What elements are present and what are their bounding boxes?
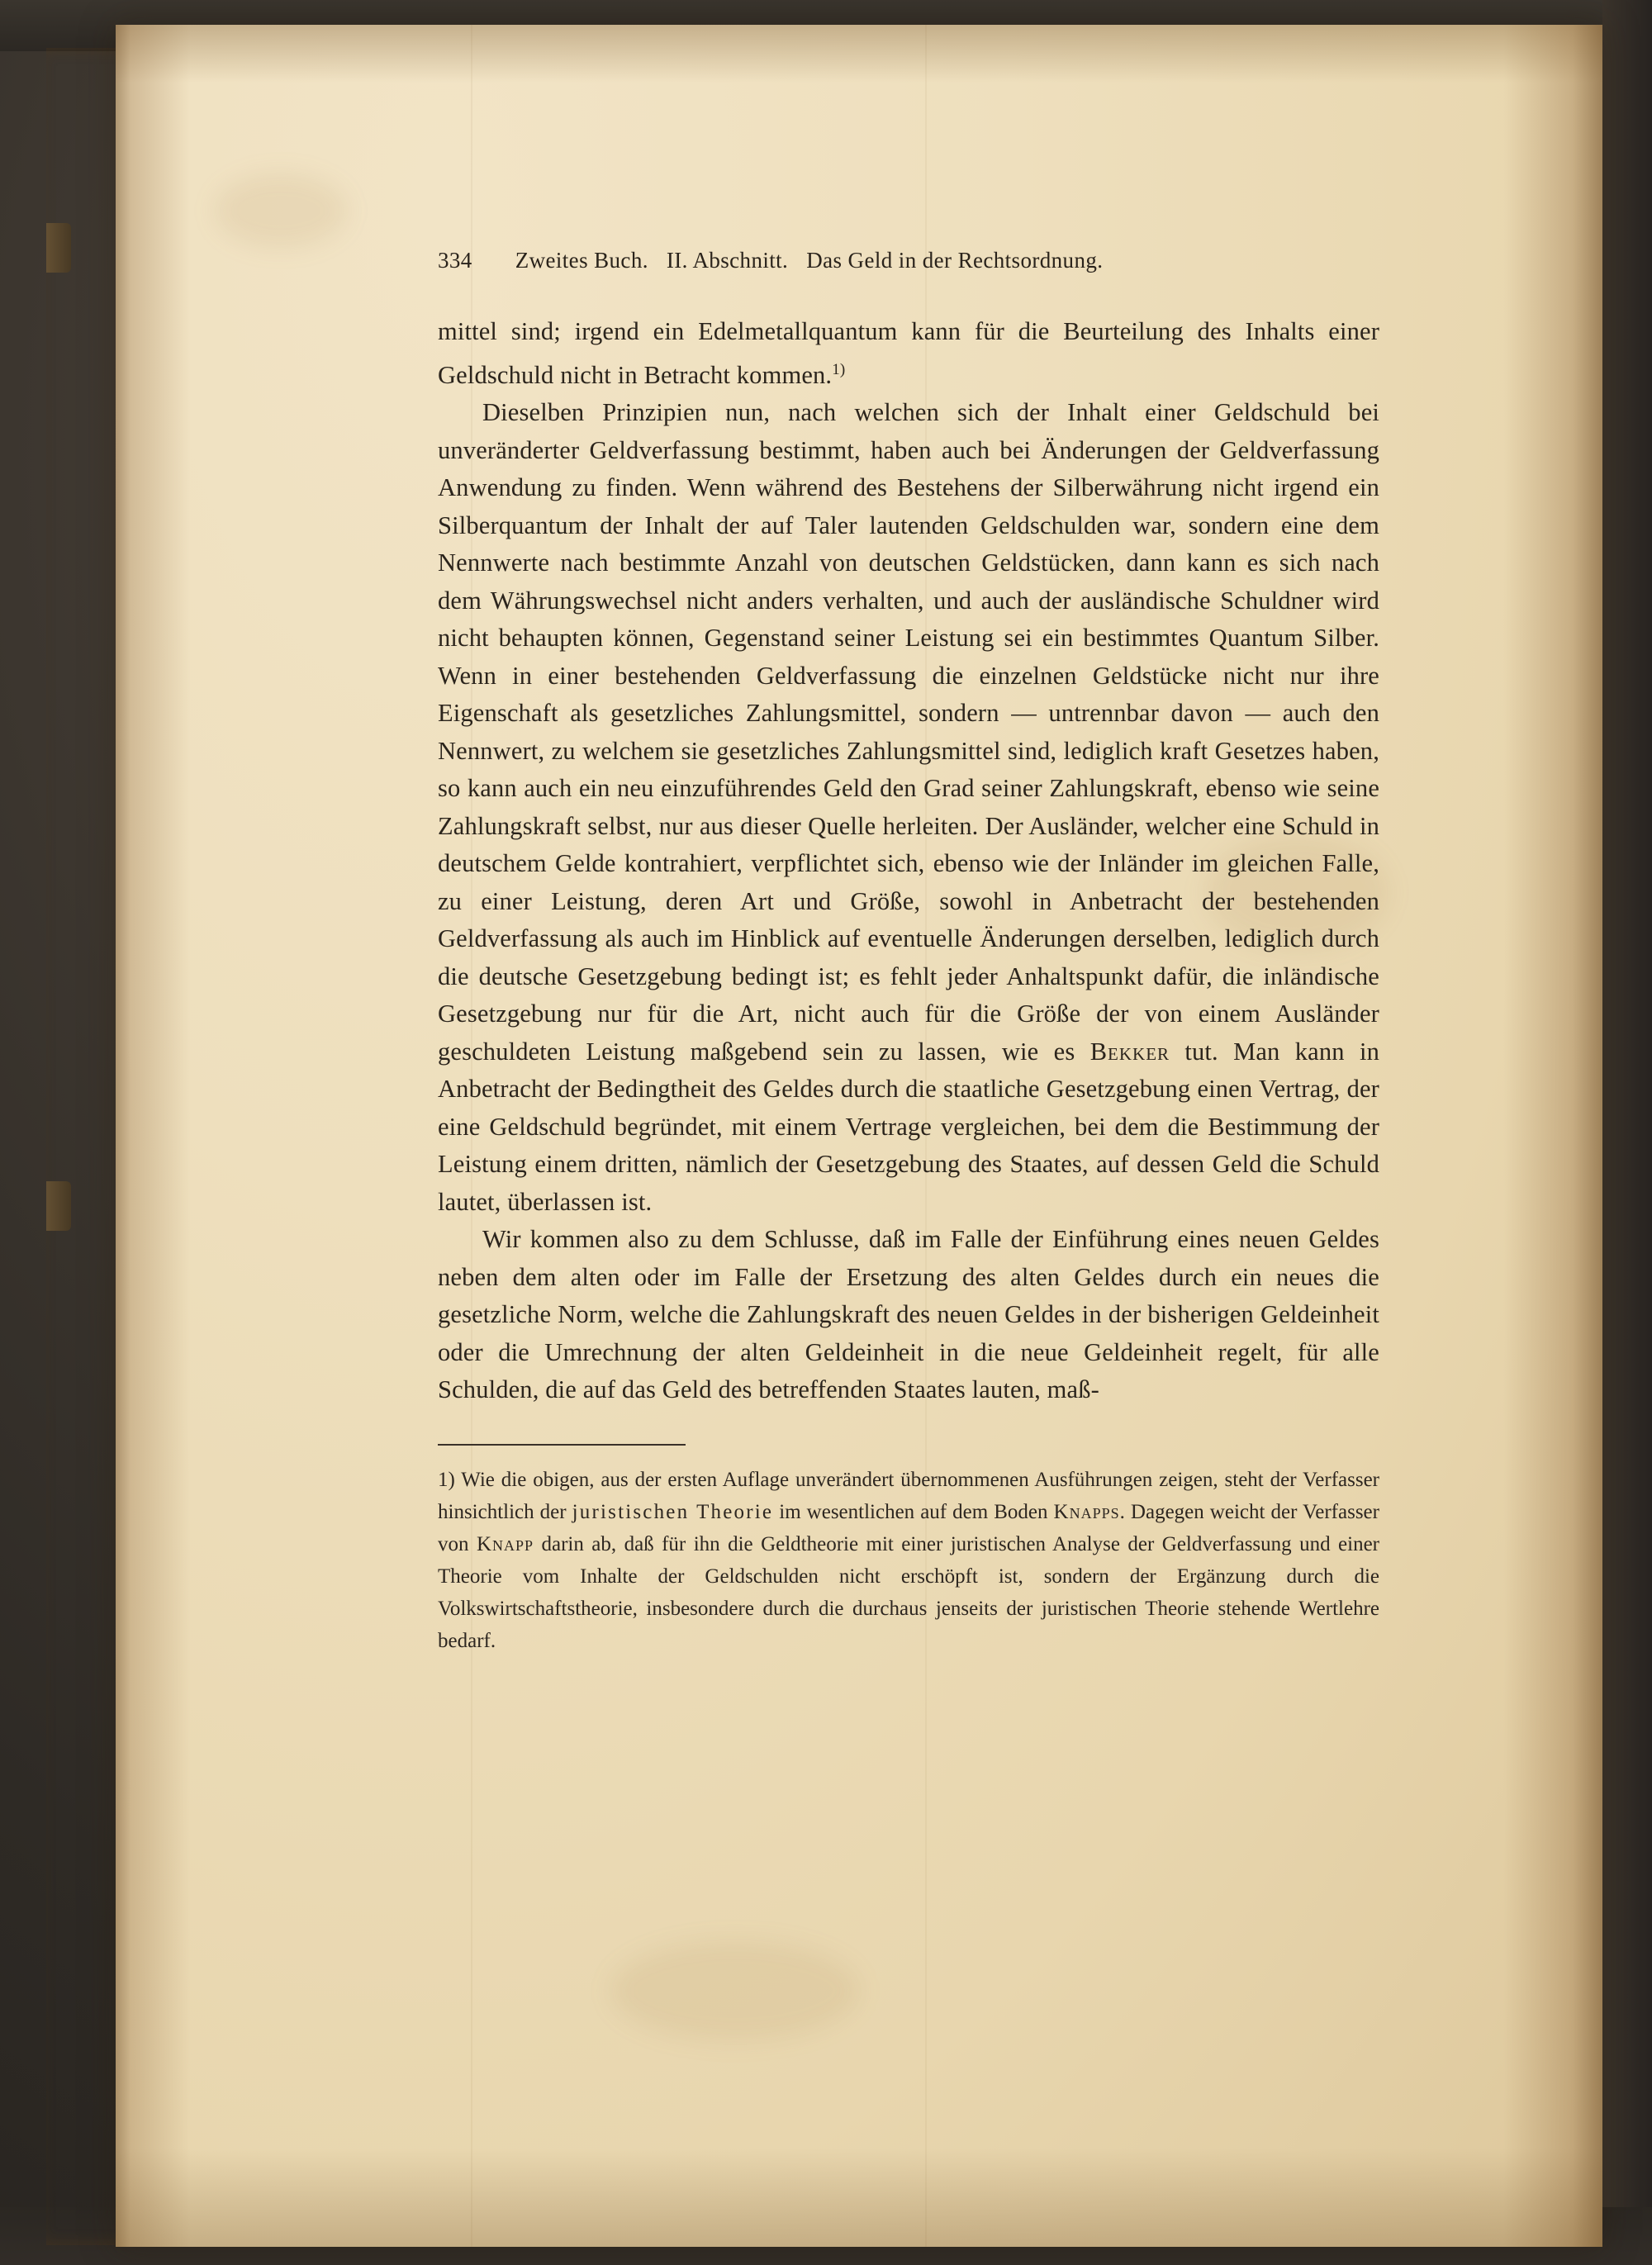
paragraph-1-text: mittel sind; irgend ein Edelmetallquantum kann für die Beurteilung des Inhalts einer Geldschuld nicht in Betracht kommen. [438, 317, 1379, 389]
running-head-part-book: Zweites Buch. [515, 248, 648, 273]
paper-foxing-spot [611, 1941, 859, 2040]
footnote-1 [438, 1464, 1379, 1657]
paragraph-2-text-a: Dieselben Prinzipien nun, nach welchen sich der Inhalt einer Geldschuld bei unveränderter Geldverfassung bestimmt, haben auch bei Änderungen der Geldverfassung Anwendung zu finden. Wenn während des Bestehens der Silberwährung nicht irgend ein Silberquantum der Inhalt der auf Taler lautenden Geldschulden war, sondern eine dem Nennwerte nach bestimmte Anzahl von deutschen Geldstücken, dann kann es sich nach dem Währungswechsel nicht anders verhalten, und auch der ausländische Schuldner wird nicht behaupten können, Gegenstand seiner Leistung sei ein bestimmtes Quantum Silber. Wenn in einer bestehenden Geldverfassung die einzelnen Geldstücke nicht nur ihre Eigenschaft als gesetzliches Zahlungsmittel, sondern — untrennbar davon — auch den Nennwert, zu welchem sie gesetzliches Zahlungsmittel sind, lediglich kraft Gesetzes haben, so kann auch ein neu einzuführendes Geld den Grad seiner Zahlungskraft, ebenso wie seine Zahlungskraft selbst, nur aus dieser Quelle herleiten. Der Ausländer, welcher eine Schuld in deutschem Gelde kontrahiert, verpflichtet sich, ebenso wie der Inländer im gleichen Falle, zu einer Leistung, deren Art und Größe, sowohl in Anbetracht der bestehenden Geldverfassung als auch im Hinblick auf eventuelle Änderungen derselben, lediglich durch die deutsche Gesetzgebung bedingt ist; es fehlt jeder Anhaltspunkt dafür, die inländische Gesetzgebung nur für die Art, nicht auch für die Größe der von einem Ausländer geschuldeten Leistung maßgebend sein zu lassen, wie es [438, 398, 1379, 1066]
smallcaps-name-knapp: Knapp [476, 1532, 534, 1555]
running-head-part-title: Das Geld in der Rechtsordnung. [806, 248, 1104, 273]
footnote-separator-rule [438, 1444, 686, 1446]
page-top-shading [116, 25, 1602, 83]
running-head-part-section: II. Abschnitt. [666, 248, 789, 273]
footnote-text-d: darin ab, daß für ihn die Geldtheorie mit einer juristischen Analyse der Geldverfassung und einer Theorie vom Inhalte der Geldschulden nicht erschöpft ist, sondern der Ergänzung durch die Volkswirtschaftstheorie, insbesondere durch die durchaus jenseits der juristischen Theorie stehende Wertlehre bedarf. [438, 1532, 1380, 1652]
paragraph-2 [438, 394, 1379, 1221]
footnote-text-a: Wie die obigen, aus der ersten Auflage unverändert übernommenen Ausführungen zeigen, steht der Verfasser hinsichtlich der [438, 1468, 1379, 1523]
body-text [438, 313, 1379, 1409]
paragraph-3: Wir kommen also zu dem Schlusse, daß im Falle der Einführung eines neuen Geldes neben dem alten oder im Falle der Ersetzung des alten Geldes durch ein neues die gesetzliche Norm, welche die Zahlungskraft des neuen Geldes in der bisherigen Geldeinheit oder die Umrechnung der alten Geldeinheit in die neue Geldeinheit regelt, für alle Schulden, die auf das Geld des betreffenden Staates lauten, maß- [438, 1225, 1379, 1404]
footnote-text-b: im wesentlichen auf dem Boden [773, 1500, 1054, 1523]
page-bottom-shading [116, 2148, 1602, 2247]
page-left-shading [116, 25, 190, 2247]
book-page [116, 25, 1602, 2247]
running-head [438, 248, 1379, 273]
paragraph-1 [438, 313, 1379, 394]
paper-foxing-spot [215, 173, 347, 248]
smallcaps-name-knapps: Knapps [1053, 1500, 1120, 1523]
paragraph-2-text-b: tut. Man kann in Anbetracht der Bedingtheit des Geldes durch die staatliche Gesetzgebung einen Vertrag, der eine Geldschuld begründet, mit einem Vertrage vergleichen, bei dem die Bestimmung der Leistung einem dritten, nämlich der Gesetzgebung des Staates, auf dessen Geld die Schuld lautet, überlassen ist. [438, 1037, 1380, 1216]
footnote-text-c: . Dagegen weicht der Verfasser von [438, 1500, 1379, 1555]
page-content [438, 248, 1379, 1657]
book-board-right-edge [1602, 0, 1652, 2265]
page-right-shading [1503, 25, 1602, 2247]
page-edge-notch [46, 223, 71, 273]
smallcaps-name-bekker: Bekker [1089, 1037, 1170, 1066]
footnote-spaced-term: juristischen Theorie [572, 1500, 774, 1523]
footnote-marker: 1) [438, 1468, 455, 1491]
page-number: 334 [438, 248, 472, 273]
page-edge-notch [46, 1181, 71, 1231]
footnote-reference-1: 1) [832, 360, 846, 378]
